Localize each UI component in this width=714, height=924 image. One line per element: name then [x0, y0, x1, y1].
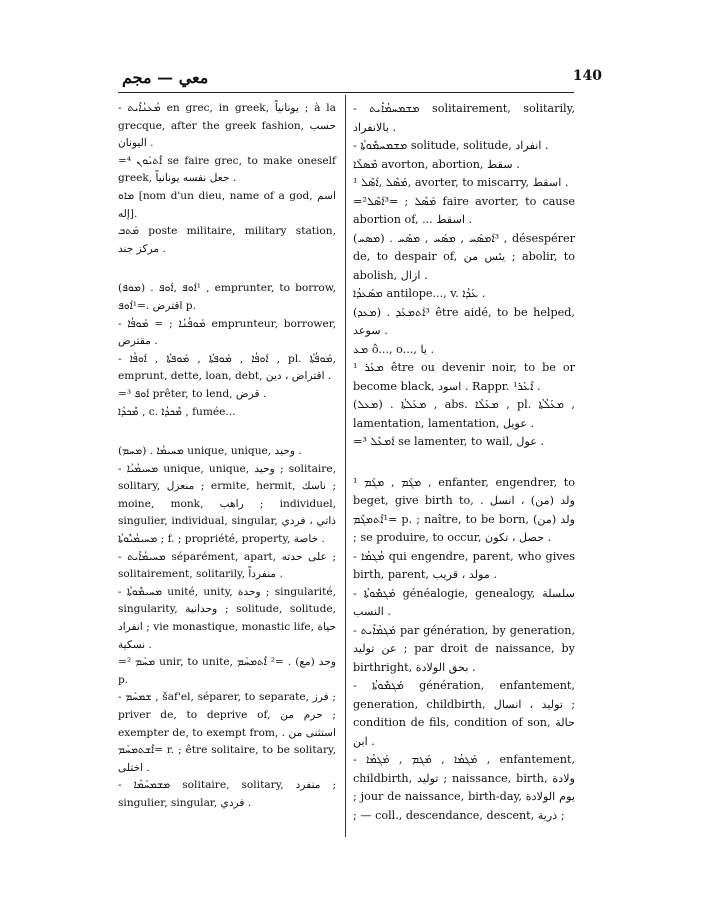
dictionary-entry: (ܡܥܕ) . ³ܐܰܬܡܥܰܕ être aidé, to be helped, سوعد . — [353, 305, 575, 337]
dictionary-entry: ܡܣܰܥܕܳܐ antilope..., v. ܥܰܕܳܐ . — [353, 287, 486, 300]
dictionary-entry: ¹ ܡܓܰܡ , ܡܓܰܡ , enfanter, engendrer, to beget, give birth to, ولد (من) ، انسل . =¹ܐܶܬܡܓܶܡ p. ; naître, to be born, ولد (من) ; se produire, to occur, حصل ، تكون . — [353, 475, 576, 544]
dictionary-entry: ܡܶܣܠܳܐ avorton, abortion, سقط . — [353, 157, 520, 171]
left-column — [118, 100, 336, 813]
column-divider — [345, 95, 346, 837]
dictionary-entry: - ܡܳܓܡܳܐ qui engendre, parent, who gives birth, parent, مولد ، قريب . — [353, 549, 575, 581]
section-gap — [118, 258, 336, 280]
dictionary-entry: - ܡܰܓܡܳܐ , ܡܰܓܡ , ܡܰܓܡܳܐ , enfantement, childbirth, توليد ; naissance, birth, ولادة ; jour de naissance, birth-day, يوم الولادة ; — coll., descendance, descent, ذرية ; — [353, 753, 575, 822]
dictionary-entry: ܡܶܟܕܳܐ , c. ܡܶܟܕܳܐ , fumée... — [118, 405, 236, 418]
dictionary-entry: - ܡܳܥܢܳܐܺܝܬ en grec, in greek, يونانياً ; à la grecque, after the greek fashion, حسب اليونان . — [118, 102, 336, 150]
header-rule — [118, 92, 574, 93]
dictionary-entry: ܡܰܣܶܠ ,ܐܰܣܶܠ ¹, avorter, to miscarry, اسقط . — [353, 176, 569, 189]
section-gap — [353, 452, 575, 474]
dictionary-entry: - ܡܰܓܡܽܘܬܳܐ généalogie, genealogy, سلسلة النسب . — [353, 586, 575, 618]
section-gap — [118, 421, 336, 443]
dictionary-entry: =² ܡܚܰܡ unir, to unite, وحد (مع) . =² ܐܶܬܡܚܰܡ p. — [118, 656, 336, 686]
dictionary-entry: - ܡܰܓܡܽܘܬܳܐ génération, enfantement, generation, childbirth, توليد ، انسال ; condition de fils, condition of son, حالة ابن . — [353, 679, 575, 748]
dictionary-entry: (ܡܣܚ) . ³ܐܰܡܣܰܚ , ܡܣܰܚ , ܡܣܰܚ , désespérer de, to despair of, يئس من ; abolir, to abolish, ازال . — [353, 231, 575, 282]
dictionary-entry: (ܡܘܦ) . ¹ܐܰܘܦ ,ܐܰܘܦ , emprunter, to borrow, اقترض .=¹ܐܰܘܦ p. — [118, 282, 336, 312]
page-number: 140 — [572, 68, 602, 84]
dictionary-entry: ¹ ܡܥܰܪ être ou devenir noir, to be or become black, اسود . Rappr. ¹ܐܶܥܰܪ . — [353, 361, 575, 393]
dictionary-entry: - ܡܰܘܦܳܢܳܐ ; = ܡܰܘܦܳܐ emprunteur, borrower, مقترض . — [118, 317, 336, 348]
dictionary-entry: =³ ܐܰܘܦ prêter, to lend, قرض . — [118, 387, 267, 400]
right-column — [353, 100, 575, 825]
dictionary-entry: =³ ܐܰܡܥܶܠ se lamenter, to wail, عول . — [353, 435, 545, 448]
dictionary-entry: - ܫܡܚܰܡ , šaf'el, séparer, to separate, فرز ; priver de, to deprive of, حرم من ; exempter de, to exempt from, استثنى من . =ܐܶܫܬܡܚܰܡ r. ; être solitaire, to be solitary, اختلى . — [118, 691, 336, 774]
dictionary-entry: - ܡܰܓܡܳܐܺܝܬ par génération, by generation, عن توليد ; par droit de naissance, by birthright, بحق الولادة . — [353, 623, 576, 674]
dictionary-entry: - ܡܫܡܚܡܽܘܬܳܐ solitude, solitude, انفراد . — [353, 139, 549, 152]
dictionary-entry: (ܡܥܠ) . ܡܥܰܠܬܳܐ , abs. ܡܥܰܠܳܐ , pl. ܡܥܰܠܳܬܳܐ , lamentation, lamentation, عويل . — [353, 398, 575, 430]
dictionary-entry: - ܐܰܘܦܳܐ , ܡܰܘܦܬܳܐ , ܡܰܘܦܬܳܐ , ܐܰܘܦܳܐ , pl. ܡܰܘܦܳܬܳܐ, emprunt, dette, loan, debt, اقتراض ، دين . — [118, 352, 336, 383]
dictionary-entry: - ܡܫܡܚܡܳܐܺܝܬ solitairement, solitarily, بالانفراد . — [353, 102, 575, 134]
dictionary-entry: (ܡܚܡ) . ܡܚܝܡܳܐ unique, unique, وحيد . — [118, 445, 302, 458]
dictionary-entry: - ܡܚܝܡܽܘܬܳܐ unité, unity, وحدة ; singularité, singularity, وحدانية ; solitude, solitude, انفراد ; vie monastique, monastic life, حياة نسكية . — [118, 585, 336, 651]
dictionary-entry: ܡܰܬܒ poste militaire, military station, مركز جند . — [118, 225, 336, 255]
dictionary-entry: =⁴ ܐܶܬܝܰܘܢ se faire grec, to make oneself greek, جعل نفسه يونانياً . — [118, 154, 336, 185]
dictionary-entry: =²ܡܰܣܶܠ ; =³ܐܰܣܶܠ faire avorter, to cause abortion of, ... اسقط . — [353, 194, 575, 226]
dictionary-entry: ܡܥ ô..., o..., يا . — [353, 342, 435, 356]
dictionary-entry: - ܡܚܝܡܳܐܺܝܬ séparément, apart, على حدته ; solitairement, solitarily, منفرداً . — [118, 550, 337, 581]
dictionary-entry: - ܡܫܡܚܰܡܳܐ solitaire, solitary, منفرد ; singulier, singular, فردي . — [118, 779, 337, 809]
dictionary-entry: - ܡܚܝܡܳܝܳܐ unique, unique, وحيد ; solitaire, solitary, منعزل ; ermite, hermit, ناسك ; moine, monk, راهب ; individuel, singulier, individual, singular, ذاتي ، فردي ; ܡܚܝܡܳܝܽܘܬܳܐ f. ; propriété, property, خاصة . — [118, 462, 337, 546]
dictionary-entry: ܡܐܘ [nom d'un dieu, name of a god, اسم إله]. — [118, 189, 336, 220]
running-head: معي — مجم — [122, 68, 209, 87]
